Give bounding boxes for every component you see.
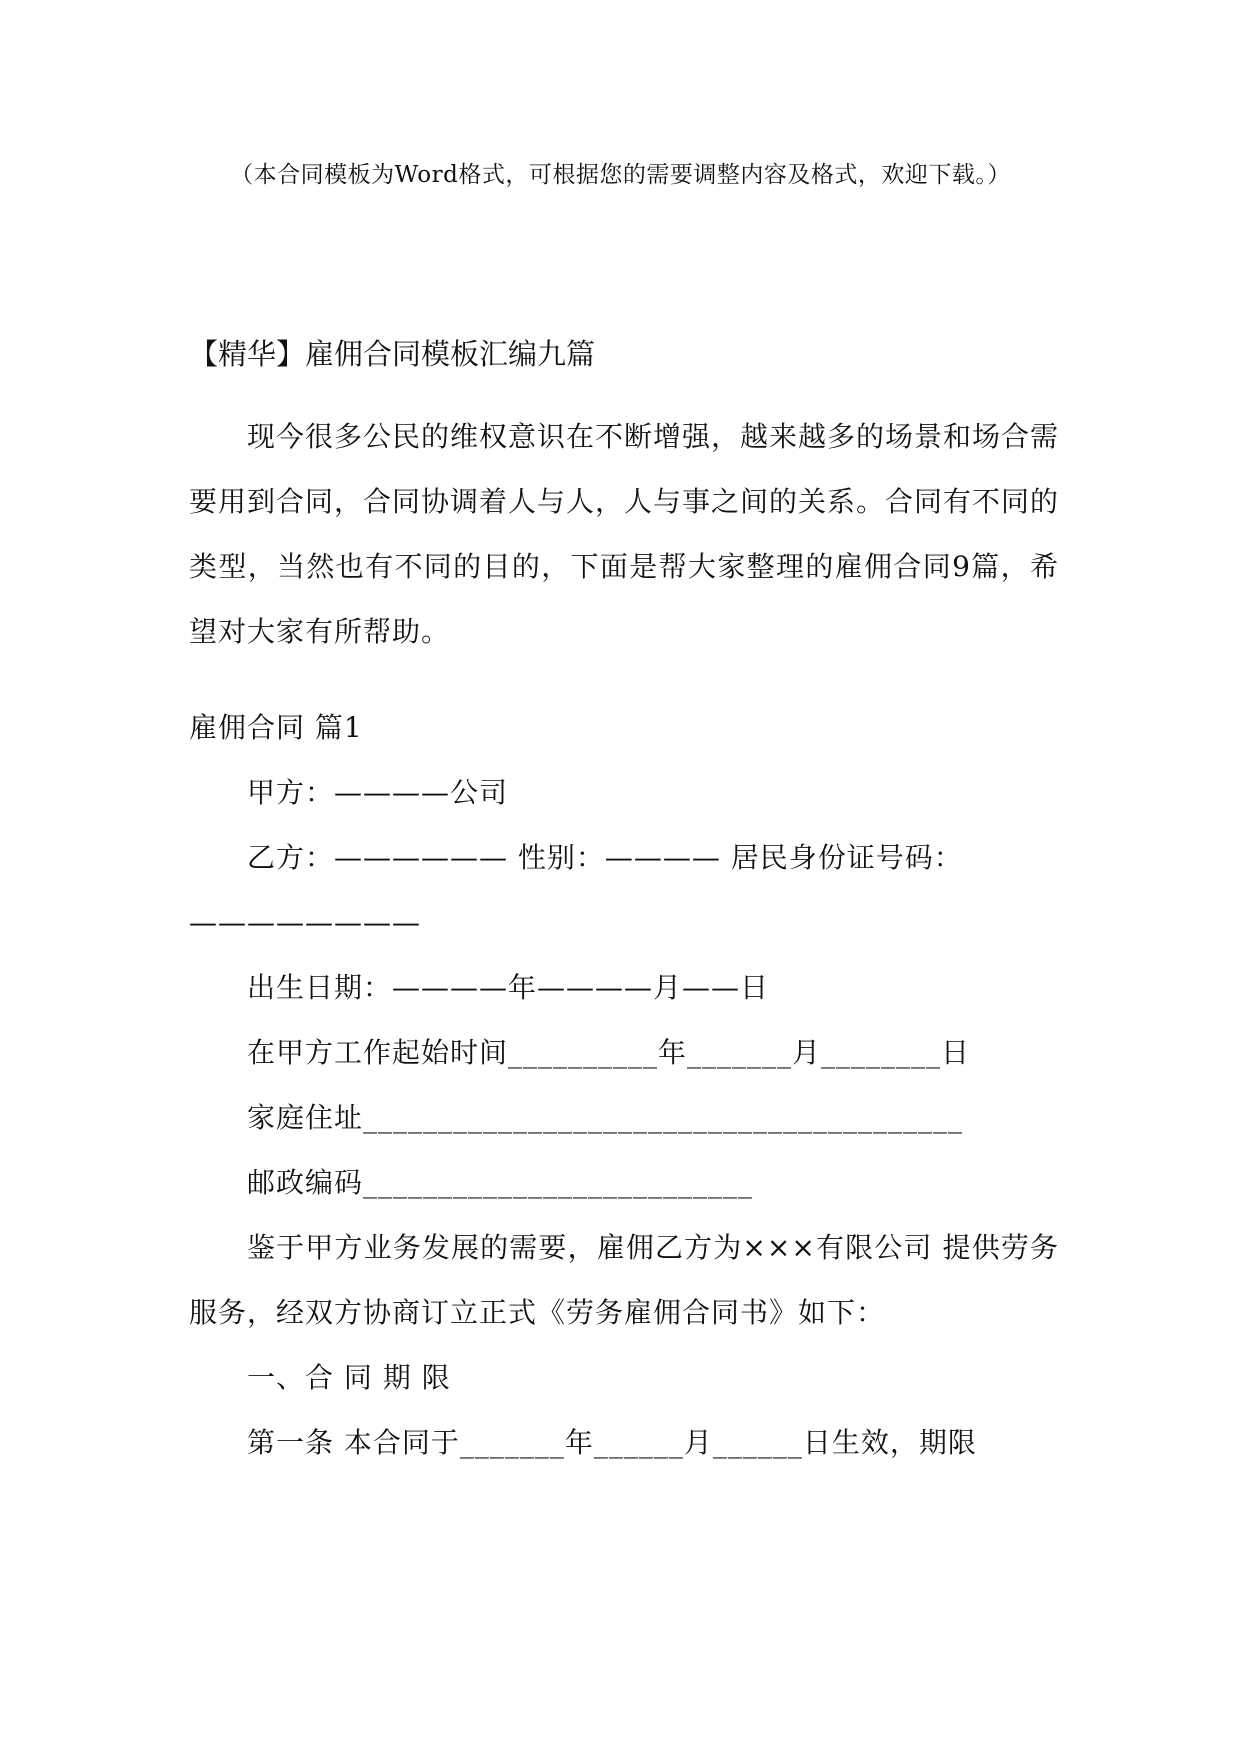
party-b-line: 乙方：—————— 性别：———— 居民身份证号码：: [247, 841, 963, 874]
template-notice: （本合同模板为Word格式，可根据您的需要调整内容及格式，欢迎下载。）: [230, 162, 1011, 188]
intro-block: [189, 404, 1059, 664]
purpose-paragraph: 鉴于甲方业务发展的需要，雇佣乙方为×××有限公司 提供劳务服务，经双方协商订立正式《劳务雇佣合同书》如下：: [189, 1231, 1059, 1329]
birth-date-line: 出生日期：————年————月——日: [247, 971, 770, 1004]
party-b-continuation: ————————: [189, 906, 421, 939]
start-time-line: 在甲方工作起始时间__________年_______月________日: [247, 1036, 971, 1069]
party-a-line: 甲方：————公司: [247, 776, 509, 809]
contract-body: [189, 695, 1059, 1475]
postcode-line: 邮政编码__________________________: [247, 1166, 754, 1199]
article-1-line: 第一条 本合同于_______年______月______日生效，期限: [247, 1426, 977, 1459]
section-heading: 雇佣合同 篇1: [189, 711, 363, 744]
intro-paragraph: 现今很多公民的维权意识在不断增强，越来越多的场景和场合需要用到合同，合同协调着人与人，人与事之间的关系。合同有不同的类型，当然也有不同的目的，下面是帮大家整理的雇佣合同9篇，希望对大家有所帮助。: [189, 420, 1060, 648]
document-title: 【精华】雇佣合同模板汇编九篇: [189, 337, 596, 371]
chapter-1-heading: 一、合 同 期 限: [247, 1361, 451, 1394]
address-line: 家庭住址________________________________________: [247, 1101, 964, 1134]
